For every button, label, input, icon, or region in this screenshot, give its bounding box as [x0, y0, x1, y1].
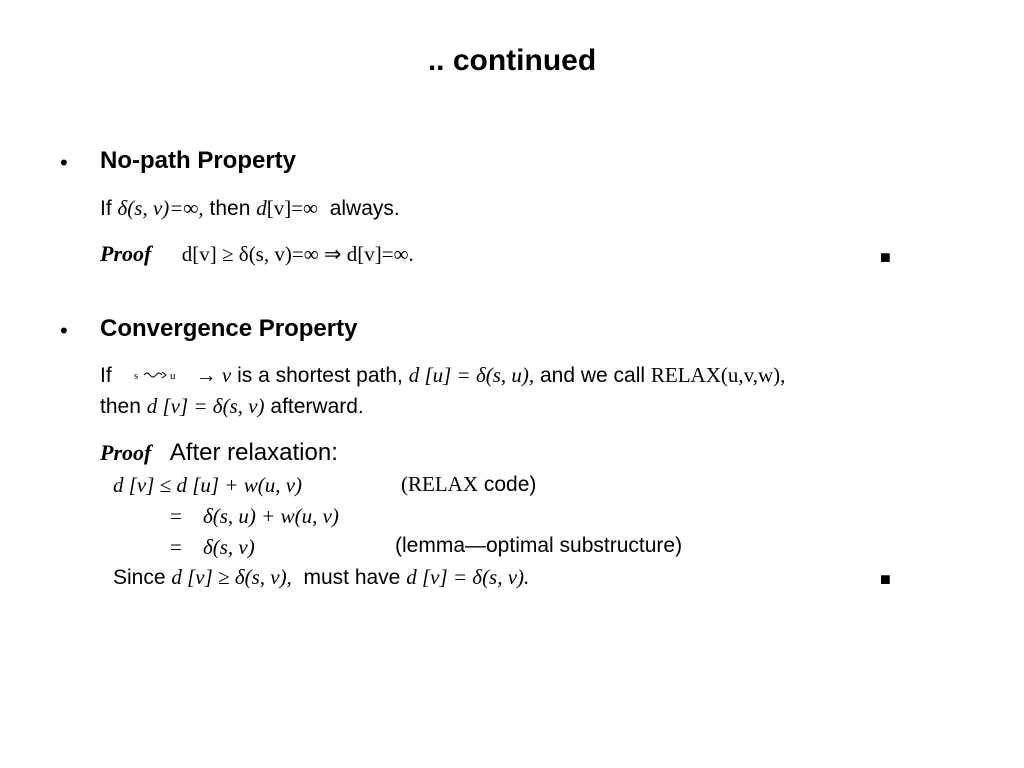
svg-text:s: s — [133, 370, 138, 382]
shortest-path-squiggle-icon — [134, 367, 182, 383]
nopath-qed: ■ — [880, 247, 891, 267]
nopath-heading: No-path Property — [100, 147, 297, 174]
proof-must-have: must have — [303, 566, 401, 589]
proof-line1-math: d [v] ≤ d [u] + w(u, v) — [113, 473, 303, 497]
svg-text:u: u — [169, 370, 176, 382]
proof-line3-note: (lemma—optimal substructure) — [395, 534, 683, 557]
conv-then: then — [100, 395, 141, 418]
nopath-always: always. — [329, 197, 400, 220]
proof-since-line — [113, 565, 529, 590]
conv-du-eq: d [u] = δ(s, u), — [408, 363, 535, 387]
proof-since-math: d [v] ≥ δ(s, v), — [171, 565, 292, 589]
nopath-d: d — [256, 196, 267, 220]
nopath-proof-math: d[v] ≥ δ(s, v)=∞ ⇒ d[v]=∞. — [181, 242, 414, 266]
convergence-statement-line2 — [100, 394, 364, 419]
bullet-marker: • — [60, 150, 68, 175]
slide-title: .. continued — [427, 44, 597, 77]
proof-must-math: d [v] = δ(s, v). — [406, 565, 530, 589]
proof-line1-note — [401, 472, 536, 497]
convergence-heading: Convergence Property — [100, 315, 358, 342]
conv-and-call: and we call — [539, 364, 646, 387]
bullet-marker: • — [60, 318, 68, 343]
nopath-if: If — [100, 197, 112, 220]
conv-afterward: afterward. — [270, 395, 364, 418]
proof-line3-math: δ(s, v) — [203, 535, 255, 559]
convergence-proof — [100, 439, 338, 467]
nopath-v: [v]=∞ — [266, 196, 319, 220]
proof-line3-eq: = — [170, 535, 182, 559]
conv-proof-after: After relaxation: — [169, 439, 338, 466]
nopath-cond: δ(s, v)=∞, — [117, 196, 204, 220]
convergence-statement-line1 — [100, 363, 785, 388]
nopath-proof-label: Proof — [100, 241, 152, 266]
convergence-qed: ■ — [880, 569, 891, 589]
nopath-statement — [100, 196, 400, 221]
proof-line1-code: code) — [483, 473, 537, 496]
conv-is-shortest: is a shortest path, — [237, 364, 403, 387]
proof-since: Since — [113, 566, 166, 589]
conv-arrow-v: → v — [195, 363, 232, 387]
nopath-proof — [100, 241, 414, 267]
conv-dv-eq: d [v] = δ(s, v) — [146, 394, 265, 418]
proof-line2-math: δ(s, u) + w(u, v) — [203, 504, 339, 528]
proof-line2-eq: = — [170, 504, 182, 528]
conv-relax: RELAX(u,v,w), — [650, 363, 786, 387]
nopath-then: then — [209, 197, 251, 220]
proof-line1-paren: (RELAX — [401, 472, 478, 496]
conv-if: If — [100, 364, 112, 387]
conv-proof-label: Proof — [100, 440, 152, 465]
